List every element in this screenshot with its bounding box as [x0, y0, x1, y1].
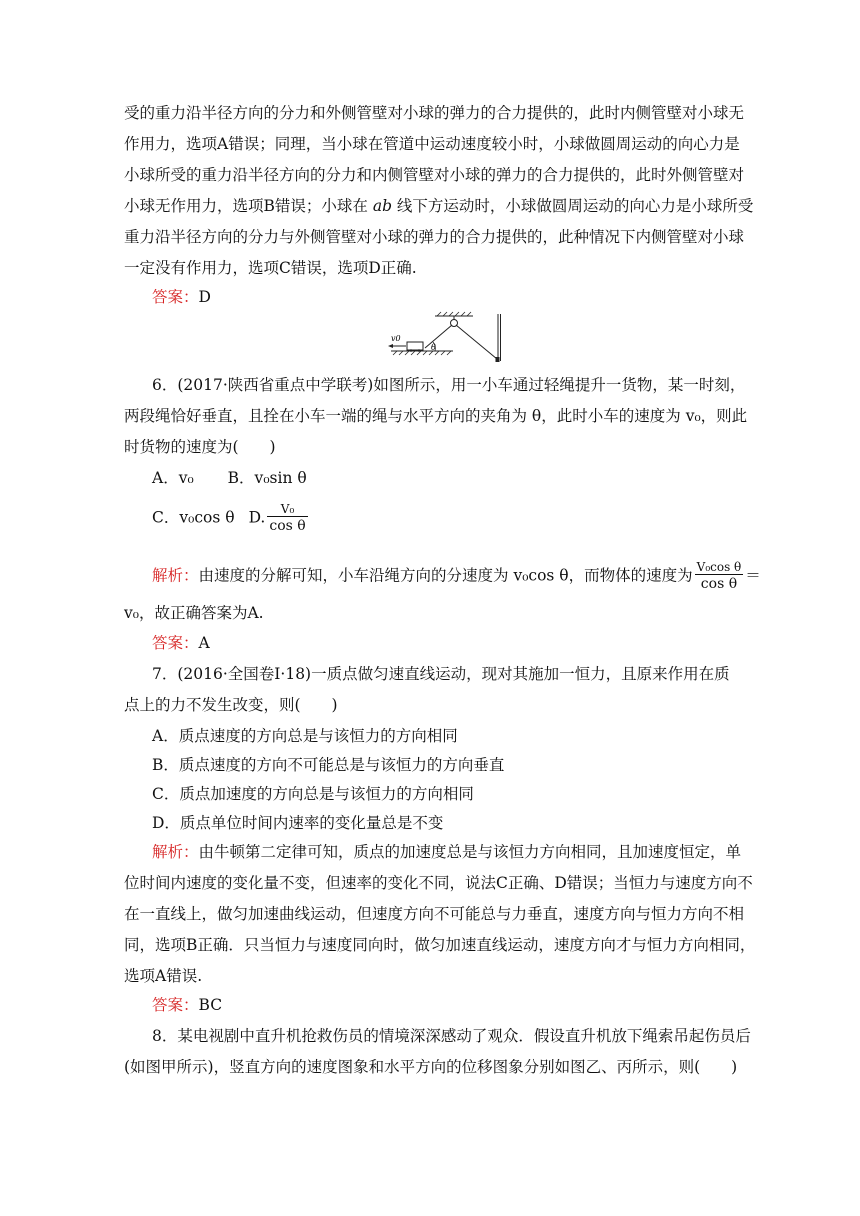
option-row [152, 468, 772, 488]
question-8-line2: (如图甲所示)，竖直方向的速度图象和水平方向的位移图象分别如图乙、丙所示，则( ) [124, 1058, 738, 1076]
option-b: B．v₀sin θ [227, 469, 307, 487]
cargo [496, 357, 500, 362]
solution-6-line2: v₀，故正确答案为A. [124, 604, 264, 622]
solution-7-line5: 选项A错误. [124, 967, 203, 985]
question-7-line1: 7．(2016·全国卷Ⅰ·18)一质点做匀速直线运动，现对其施加一恒力，且原来作用在质 [152, 665, 730, 683]
option-a: A．v₀ [152, 469, 194, 487]
question-6-line3: 时货物的速度为( ) [124, 438, 276, 456]
question-8-line1: 8．某电视剧中直升机抢救伤员的情境深深感动了观众．假设直升机放下绳索吊起伤员后 [152, 1027, 751, 1045]
answer-7: 答案：BC [152, 996, 223, 1014]
option-row [152, 502, 772, 535]
option-c: C．质点加速度的方向总是与该恒力的方向相同 [152, 785, 474, 803]
question-7-line2: 点上的力不发生改变，则( ) [124, 696, 338, 714]
answer-5: 答案：D [152, 288, 211, 306]
option-d-fraction: $\frac{\text{V₀}}{\text{cos θ}}$ [269, 502, 306, 534]
text-line: 一定没有作用力，选项C错误，选项D正确. [124, 259, 417, 277]
solution-6-line1: 解析：由速度的分解可知，小车沿绳方向的分速度为 v₀cos θ，而物体的速度为 $\frac{\text{V₀cos θ}}{\text{cos θ}}$ ＝ [152, 560, 761, 592]
option-b: B．质点速度的方向不可能总是与该恒力的方向垂直 [152, 756, 505, 774]
solution-7-line4: 同，选项B正确．只当恒力与速度同向时，做匀加速直线运动，速度方向才与恒力方向相同， [124, 936, 756, 954]
text-line: 受的重力沿半径方向的分力和外侧管壁对小球的弹力的合力提供的，此时内侧管壁对小球无 [124, 104, 745, 122]
text-line: 重力沿半径方向的分力与外侧管壁对小球的弹力的合力提供的，此种情况下内侧管壁对小球 [124, 228, 745, 246]
text-line: 小球所受的重力沿半径方向的分力和内侧管壁对小球的弹力的合力提供的，此时外侧管壁对 [124, 166, 745, 184]
option-d: D. [248, 508, 266, 527]
option-d: D．质点单位时间内速率的变化量总是不变 [152, 814, 444, 832]
text-line: 小球无作用力，选项B错误；小球在 ab 线下方运动时，小球做圆周运动的向心力是小球所受 [124, 197, 754, 215]
option-a: A．质点速度的方向总是与该恒力的方向相同 [152, 727, 458, 745]
solution-fraction: $\frac{\text{V₀cos θ}}{\text{cos θ}}$ [696, 560, 742, 592]
question-6-line1: 6．(2017·陕西省重点中学联考)如图所示，用一小车通过轻绳提升一货物，某一时刻， [152, 376, 746, 394]
pulley-figure [385, 311, 515, 367]
solution-7-line2: 位时间内速度的变化量不变，但速率的变化不同，说法C正确、D错误；当恒力与速度方向不 [124, 874, 753, 892]
question-6-line2: 两段绳恰好垂直，且拴在小车一端的绳与水平方向的夹角为 θ，此时小车的速度为 v₀，则此 [124, 407, 748, 425]
cart [407, 342, 423, 350]
solution-7-line3: 在一直线上，做匀加速曲线运动，但速度方向不可能总与力垂直，速度方向与恒力方向不相 [124, 905, 745, 923]
answer-6: 答案：A [152, 634, 210, 652]
theta-label: θ [431, 343, 436, 352]
text-line: 作用力，选项A错误；同理，当小球在管道中运动速度较小时，小球做圆周运动的向心力是 [124, 135, 740, 153]
solution-7-line1: 解析：由牛顿第二定律可知，质点的加速度总是与该恒力方向相同，且加速度恒定，单 [152, 843, 742, 861]
v0-label: v0 [391, 334, 401, 343]
option-c: C．v₀cos θ [152, 508, 235, 527]
